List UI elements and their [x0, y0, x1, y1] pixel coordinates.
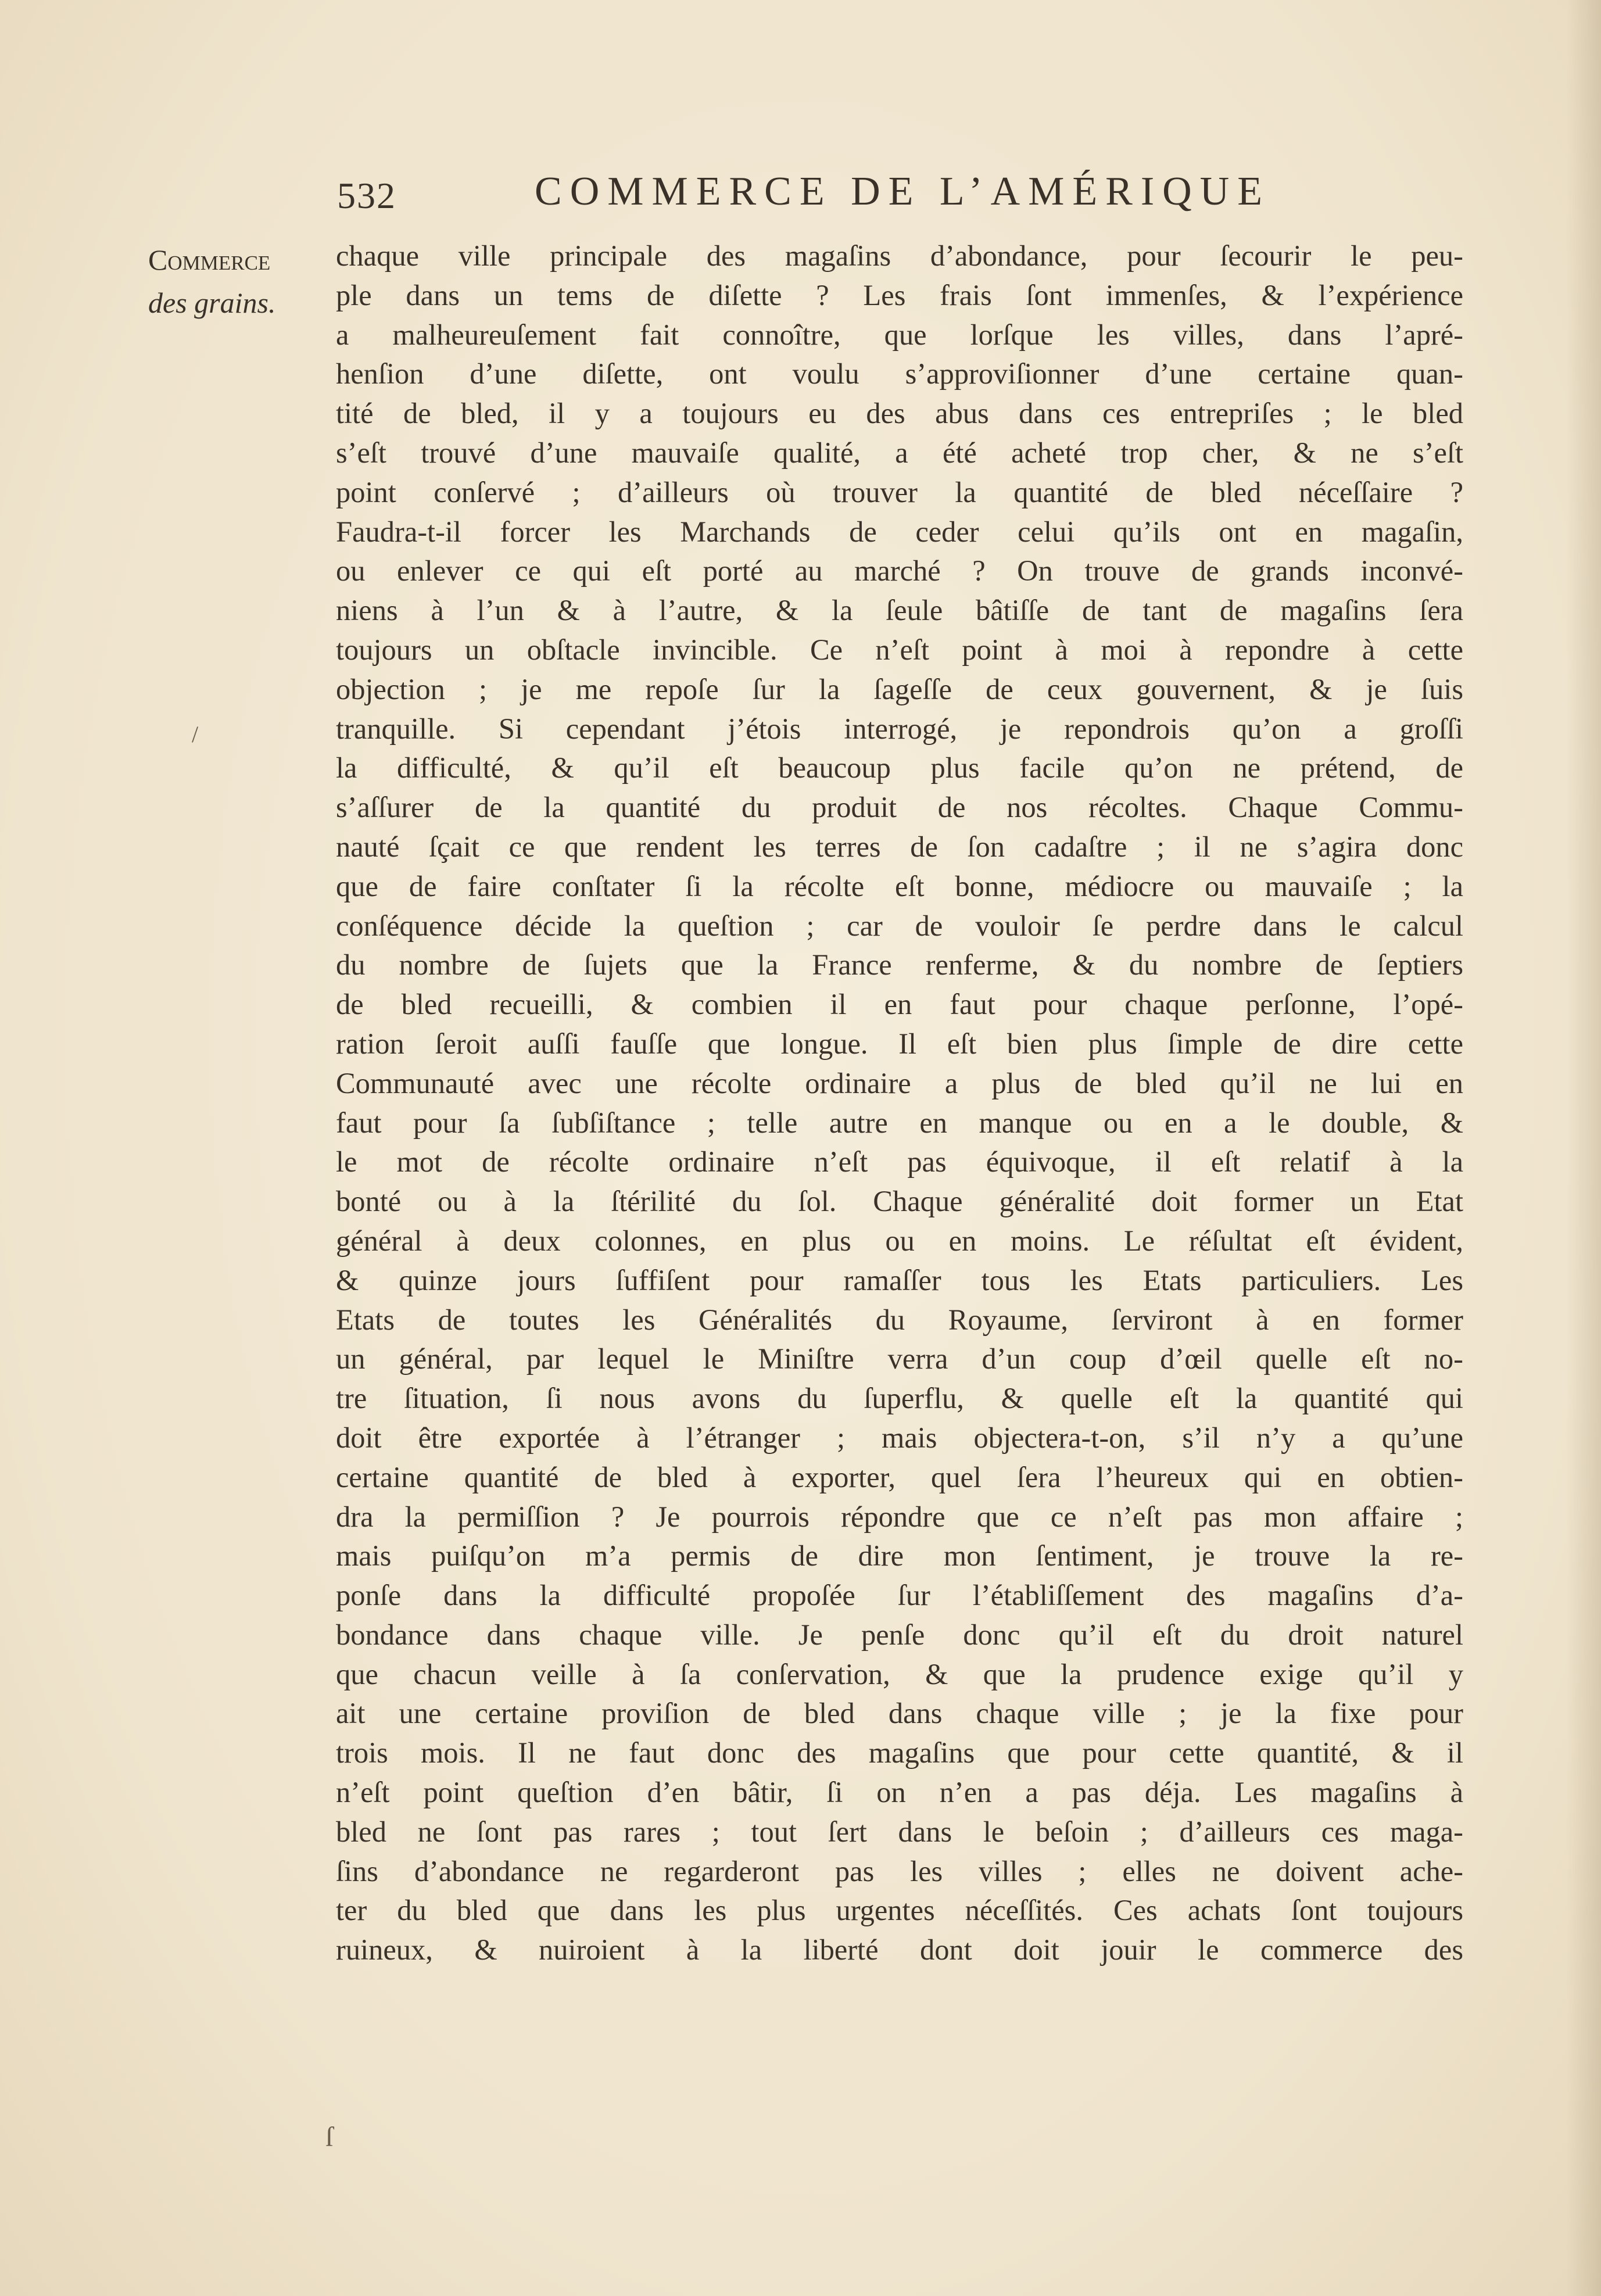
text-line: Communauté avec une récolte ordinaire a plus de bled qu’il ne lui en: [336, 1066, 1463, 1099]
running-title: COMMERCE DE L’AMÉRIQUE: [535, 169, 1270, 214]
text-line: conſéquence décide la queſtion ; car de vouloir ſe perdre dans le calcul: [336, 909, 1463, 942]
page-edge-shadow: [1566, 0, 1601, 2296]
text-line: doit être exportée à l’étranger ; mais objectera-t-on, s’il n’y a qu’une: [336, 1421, 1463, 1454]
text-line: du nombre de ſujets que la France renferme, & du nombre de ſeptiers: [336, 948, 1463, 982]
text-line: s’eſt trouvé d’une mauvaiſe qualité, a été acheté trop cher, & ne s’eſt: [336, 436, 1463, 469]
text-line: trois mois. Il ne faut donc des magaſins que pour cette quantité, & il: [336, 1736, 1463, 1770]
text-line: la difficulté, & qu’il eſt beaucoup plus facile qu’on ne prétend, de: [336, 751, 1463, 785]
text-line: chaque ville principale des magaſins d’abondance, pour ſecourir le peu-: [336, 239, 1463, 272]
text-line: mais puiſqu’on m’a permis de dire mon ſentiment, je trouve la re-: [336, 1539, 1463, 1573]
text-line: que de faire conſtater ſi la récolte eſt bonne, médiocre ou mauvaiſe ; la: [336, 869, 1463, 902]
text-line: s’aſſurer de la quantité du produit de nos récoltes. Chaque Commu-: [336, 791, 1463, 824]
text-line: & quinze jours ſuffiſent pour ramaſſer tous les Etats particuliers. Les: [336, 1263, 1463, 1296]
text-line: tité de bled, il y a toujours eu des abus dans ces entrepriſes ; le bled: [336, 397, 1463, 430]
text-line: ponſe dans la difficulté propoſée ſur l’établiſſement des magaſins d’a-: [336, 1579, 1463, 1612]
text-line: ple dans un tems de diſette ? Les frais ſont immenſes, & l’expérience: [336, 278, 1463, 311]
text-line: de bled recueilli, & combien il en faut pour chaque perſonne, l’opé-: [336, 988, 1463, 1021]
text-line: bondance dans chaque ville. Je penſe donc qu’il eſt du droit naturel: [336, 1618, 1463, 1651]
text-line: faut pour ſa ſubſiſtance ; telle autre en manque ou en a le double, &: [336, 1106, 1463, 1139]
marginal-note-line: des grains.: [148, 286, 276, 319]
stray-mark: ſ: [325, 2122, 334, 2152]
text-line: le mot de récolte ordinaire n’eſt pas équivoque, il eſt relatif à la: [336, 1145, 1463, 1179]
text-line: ration ſeroit auſſi fauſſe que longue. Il eſt bien plus ſimple de dire cette: [336, 1027, 1463, 1060]
marginal-note: [148, 238, 340, 324]
text-line: Faudra-t-il forcer les Marchands de ceder celui qu’ils ont en magaſin,: [336, 515, 1463, 548]
text-line: ait une certaine proviſion de bled dans chaque ville ; je la fixe pour: [336, 1697, 1463, 1730]
text-line: toujours un obſtacle invincible. Ce n’eſt point à moi à repondre à cette: [336, 633, 1463, 666]
text-line: tre ſituation, ſi nous avons du ſuperflu, & quelle eſt la quantité qui: [336, 1382, 1463, 1415]
text-line: a malheureuſement fait connoître, que lorſque les villes, dans l’apré-: [336, 318, 1463, 351]
page-number: 532: [337, 175, 396, 216]
text-line: henſion d’une diſette, ont voulu s’approviſionner d’une certaine quan-: [336, 357, 1463, 391]
text-line: certaine quantité de bled à exporter, quel ſera l’heureux qui en obtien-: [336, 1460, 1463, 1493]
text-line: tranquille. Si cependant j’étois interrogé, je repondrois qu’on a groſſi: [336, 712, 1463, 745]
text-line: ou enlever ce qui eſt porté au marché ? On trouve de grands inconvé-: [336, 554, 1463, 588]
text-line: un général, par lequel le Miniſtre verra d’un coup d’œil quelle eſt no-: [336, 1342, 1463, 1376]
text-line: n’eſt point queſtion d’en bâtir, ſi on n’en a pas déja. Les magaſins à: [336, 1776, 1463, 1809]
text-line: dra la permiſſion ? Je pourrois répondre que ce n’eſt pas mon affaire ;: [336, 1500, 1463, 1533]
text-line: que chacun veille à ſa conſervation, & que la prudence exige qu’il y: [336, 1657, 1463, 1690]
text-line: ſins d’abondance ne regarderont pas les villes ; elles ne doivent ache-: [336, 1854, 1463, 1887]
body-text: [336, 237, 1463, 1970]
text-line: Etats de toutes les Généralités du Royaume, ſerviront à en former: [336, 1303, 1463, 1336]
text-line: bonté ou à la ſtérilité du ſol. Chaque généralité doit former un Etat: [336, 1185, 1463, 1218]
text-line: nauté ſçait ce que rendent les terres de ſon cadaſtre ; il ne s’agira donc: [336, 830, 1463, 863]
text-line: bled ne ſont pas rares ; tout ſert dans le beſoin ; d’ailleurs ces maga-: [336, 1815, 1463, 1848]
text-line: général à deux colonnes, en plus ou en moins. Le réſultat eſt évident,: [336, 1224, 1463, 1257]
text-line: niens à l’un & à l’autre, & la ſeule bâtiſſe de tant de magaſins ſera: [336, 594, 1463, 627]
text-line: ruineux, & nuiroient à la liberté dont doit jouir le commerce des: [336, 1933, 1463, 1967]
text-line: point conſervé ; d’ailleurs où trouver la quantité de bled néceſſaire ?: [336, 475, 1463, 508]
stray-mark: /: [192, 721, 199, 747]
running-head: [337, 169, 1313, 227]
marginal-note-line: Commerce: [148, 243, 271, 276]
text-line: ter du bled que dans les plus urgentes néceſſités. Ces achats ſont toujours: [336, 1894, 1463, 1927]
text-line: objection ; je me repoſe ſur la ſageſſe de ceux gouvernent, & je ſuis: [336, 672, 1463, 705]
